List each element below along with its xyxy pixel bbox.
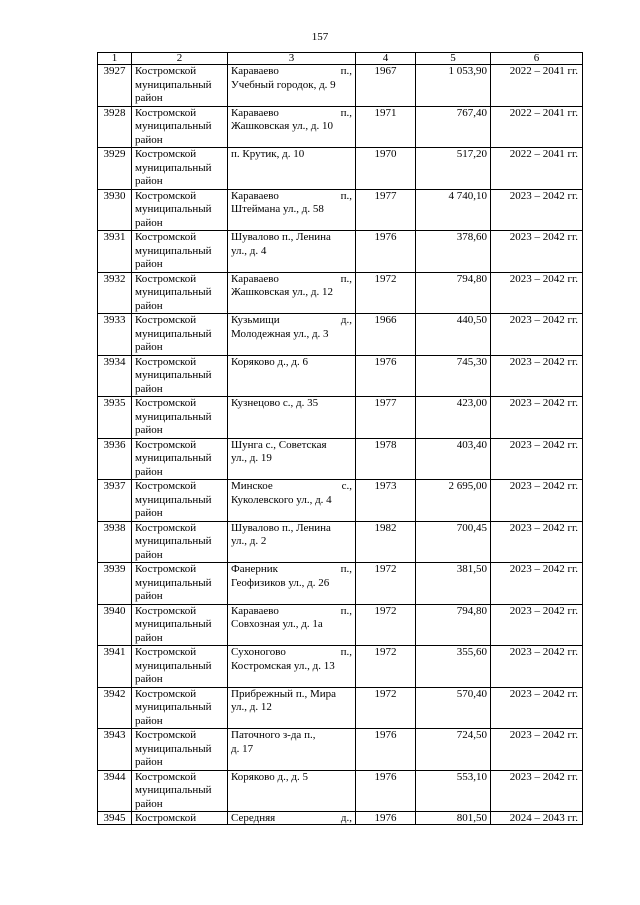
row-number: 3942 bbox=[98, 687, 132, 729]
year-cell: 1967 bbox=[356, 65, 416, 107]
address-line-2: Учебный городок, д. 9 bbox=[231, 78, 336, 91]
year-cell: 1972 bbox=[356, 272, 416, 314]
year-cell: 1977 bbox=[356, 397, 416, 439]
address-cell bbox=[228, 189, 356, 231]
address-line-1 bbox=[231, 356, 352, 370]
period-cell: 2023 – 2042 гг. bbox=[491, 231, 583, 273]
address-line-1 bbox=[231, 314, 352, 328]
table-row bbox=[98, 729, 583, 771]
period-cell: 2023 – 2042 гг. bbox=[491, 438, 583, 480]
address-part: Кузьмищи bbox=[231, 314, 280, 326]
address-line-2: ул., д. 12 bbox=[231, 701, 272, 713]
address-part: Прибрежный п., Мира bbox=[231, 687, 337, 700]
row-number: 3930 bbox=[98, 189, 132, 231]
period-cell: 2022 – 2041 гг. bbox=[491, 106, 583, 148]
table-row bbox=[98, 397, 583, 439]
address-line-1 bbox=[231, 605, 352, 619]
district-cell: Костромской муниципальный район bbox=[132, 189, 228, 231]
address-part: Караваево bbox=[231, 106, 279, 119]
year-cell: 1972 bbox=[356, 604, 416, 646]
table-row bbox=[98, 65, 583, 107]
row-number: 3927 bbox=[98, 65, 132, 107]
period-cell: 2023 – 2042 гг. bbox=[491, 687, 583, 729]
year-cell: 1976 bbox=[356, 812, 416, 825]
address-line-2: Жашковская ул., д. 12 bbox=[231, 286, 333, 298]
address-line-1 bbox=[231, 563, 352, 577]
period-cell: 2023 – 2042 гг. bbox=[491, 314, 583, 356]
address-line-2: Штеймана ул., д. 58 bbox=[231, 203, 324, 215]
column-number: 3 bbox=[228, 53, 356, 65]
address-line-1 bbox=[231, 231, 352, 245]
district-cell: Костромской муниципальный район bbox=[132, 148, 228, 190]
column-number: 4 bbox=[356, 53, 416, 65]
address-cell bbox=[228, 438, 356, 480]
address-line-2: Молодежная ул., д. 3 bbox=[231, 327, 329, 340]
year-cell: 1973 bbox=[356, 480, 416, 522]
table-row bbox=[98, 189, 583, 231]
address-cell bbox=[228, 812, 356, 825]
area-cell: 378,60 bbox=[416, 231, 491, 273]
period-cell: 2022 – 2041 гг. bbox=[491, 65, 583, 107]
address-line-1 bbox=[231, 771, 352, 785]
address-cell bbox=[228, 355, 356, 397]
district-cell: Костромской муниципальный район bbox=[132, 646, 228, 688]
year-cell: 1970 bbox=[356, 148, 416, 190]
row-number: 3940 bbox=[98, 604, 132, 646]
year-cell: 1972 bbox=[356, 646, 416, 688]
area-cell: 767,40 bbox=[416, 106, 491, 148]
table-row bbox=[98, 314, 583, 356]
district-cell: Костромской муниципальный район bbox=[132, 397, 228, 439]
period-cell: 2023 – 2042 гг. bbox=[491, 604, 583, 646]
year-cell: 1971 bbox=[356, 106, 416, 148]
table-row bbox=[98, 148, 583, 190]
year-cell: 1976 bbox=[356, 231, 416, 273]
district-cell: Костромской муниципальный район bbox=[132, 272, 228, 314]
address-line-1 bbox=[231, 190, 352, 204]
address-part: Кузнецово с., д. 35 bbox=[231, 397, 319, 409]
address-part: п., bbox=[340, 272, 352, 285]
address-part: Коряково д., д. 6 bbox=[231, 355, 308, 368]
column-number: 2 bbox=[132, 53, 228, 65]
area-cell: 403,40 bbox=[416, 438, 491, 480]
period-cell: 2023 – 2042 гг. bbox=[491, 563, 583, 605]
area-cell: 570,40 bbox=[416, 687, 491, 729]
column-number: 6 bbox=[491, 53, 583, 65]
address-part: п., bbox=[340, 604, 352, 617]
row-number: 3945 bbox=[98, 812, 132, 825]
address-part: Середняя bbox=[231, 812, 276, 824]
year-cell: 1976 bbox=[356, 729, 416, 771]
address-line-1 bbox=[231, 688, 352, 702]
district-cell: Костромской муниципальный район bbox=[132, 687, 228, 729]
district-cell: Костромской муниципальный район bbox=[132, 106, 228, 148]
table-row bbox=[98, 521, 583, 563]
address-part: п., bbox=[340, 106, 352, 119]
address-part: п., bbox=[340, 646, 352, 658]
year-cell: 1976 bbox=[356, 770, 416, 812]
address-line-2: ул., д. 4 bbox=[231, 244, 267, 257]
table-row bbox=[98, 272, 583, 314]
address-line-2: Куколевского ул., д. 4 bbox=[231, 493, 332, 506]
address-cell bbox=[228, 480, 356, 522]
address-part: Сухоногово bbox=[231, 646, 286, 658]
district-cell: Костромской bbox=[132, 812, 228, 825]
period-cell: 2023 – 2042 гг. bbox=[491, 272, 583, 314]
district-cell: Костромской муниципальный район bbox=[132, 231, 228, 273]
column-number: 5 bbox=[416, 53, 491, 65]
row-number: 3944 bbox=[98, 770, 132, 812]
period-cell: 2023 – 2042 гг. bbox=[491, 729, 583, 771]
address-cell bbox=[228, 604, 356, 646]
row-number: 3936 bbox=[98, 438, 132, 480]
area-cell: 724,50 bbox=[416, 729, 491, 771]
address-part: Паточного з-да п., bbox=[231, 729, 316, 741]
year-cell: 1977 bbox=[356, 189, 416, 231]
table-row bbox=[98, 770, 583, 812]
address-line-2: ул., д. 19 bbox=[231, 452, 272, 464]
address-cell bbox=[228, 148, 356, 190]
period-cell: 2023 – 2042 гг. bbox=[491, 521, 583, 563]
address-cell bbox=[228, 397, 356, 439]
address-cell bbox=[228, 106, 356, 148]
row-number: 3935 bbox=[98, 397, 132, 439]
row-number: 3943 bbox=[98, 729, 132, 771]
table-row bbox=[98, 687, 583, 729]
period-cell: 2023 – 2042 гг. bbox=[491, 397, 583, 439]
address-cell bbox=[228, 65, 356, 107]
row-number: 3941 bbox=[98, 646, 132, 688]
table-row bbox=[98, 563, 583, 605]
district-cell: Костромской муниципальный район bbox=[132, 729, 228, 771]
address-line-1 bbox=[231, 397, 352, 411]
address-part: Караваево bbox=[231, 272, 279, 285]
row-number: 3929 bbox=[98, 148, 132, 190]
address-line-1 bbox=[231, 65, 352, 79]
area-cell: 423,00 bbox=[416, 397, 491, 439]
address-line-2: Костромская ул., д. 13 bbox=[231, 659, 335, 672]
row-number: 3928 bbox=[98, 106, 132, 148]
address-part: п., bbox=[340, 189, 352, 202]
address-part: Шувалово п., Ленина bbox=[231, 521, 331, 534]
address-part: Караваево bbox=[231, 65, 279, 77]
address-line-1 bbox=[231, 107, 352, 121]
address-part: Шувалово п., Ленина bbox=[231, 231, 331, 243]
address-cell bbox=[228, 770, 356, 812]
area-cell: 700,45 bbox=[416, 521, 491, 563]
address-line-1 bbox=[231, 729, 352, 743]
period-cell: 2023 – 2042 гг. bbox=[491, 189, 583, 231]
address-cell bbox=[228, 729, 356, 771]
address-part: Караваево bbox=[231, 604, 279, 617]
address-part: п., bbox=[340, 563, 352, 575]
address-line-2: д. 17 bbox=[231, 742, 254, 755]
housing-register-table bbox=[97, 52, 583, 825]
address-line-1 bbox=[231, 480, 352, 494]
address-line-2: Совхозная ул., д. 1а bbox=[231, 618, 323, 630]
row-number: 3934 bbox=[98, 355, 132, 397]
address-line-1 bbox=[231, 522, 352, 536]
row-number: 3939 bbox=[98, 563, 132, 605]
column-number: 1 bbox=[98, 53, 132, 65]
area-cell: 553,10 bbox=[416, 770, 491, 812]
area-cell: 440,50 bbox=[416, 314, 491, 356]
area-cell: 794,80 bbox=[416, 604, 491, 646]
row-number: 3931 bbox=[98, 231, 132, 273]
year-cell: 1972 bbox=[356, 687, 416, 729]
period-cell: 2023 – 2042 гг. bbox=[491, 770, 583, 812]
address-line-1 bbox=[231, 812, 352, 824]
year-cell: 1976 bbox=[356, 355, 416, 397]
address-cell bbox=[228, 521, 356, 563]
address-line-1 bbox=[231, 273, 352, 287]
address-part: Коряково д., д. 5 bbox=[231, 770, 308, 783]
district-cell: Костромской муниципальный район bbox=[132, 314, 228, 356]
year-cell: 1982 bbox=[356, 521, 416, 563]
year-cell: 1972 bbox=[356, 563, 416, 605]
address-cell bbox=[228, 687, 356, 729]
address-cell bbox=[228, 314, 356, 356]
row-number: 3933 bbox=[98, 314, 132, 356]
period-cell: 2023 – 2042 гг. bbox=[491, 355, 583, 397]
area-cell: 2 695,00 bbox=[416, 480, 491, 522]
row-number: 3937 bbox=[98, 480, 132, 522]
district-cell: Костромской муниципальный район bbox=[132, 604, 228, 646]
address-cell bbox=[228, 272, 356, 314]
address-line-2: Геофизиков ул., д. 26 bbox=[231, 576, 330, 589]
district-cell: Костромской муниципальный район bbox=[132, 438, 228, 480]
address-part: Фанерник bbox=[231, 563, 278, 575]
row-number: 3938 bbox=[98, 521, 132, 563]
address-part: Шунга с., Советская bbox=[231, 438, 327, 451]
district-cell: Костромской муниципальный район bbox=[132, 563, 228, 605]
table-row bbox=[98, 480, 583, 522]
table-row bbox=[98, 812, 583, 825]
district-cell: Костромской муниципальный район bbox=[132, 521, 228, 563]
table-row bbox=[98, 604, 583, 646]
row-number: 3932 bbox=[98, 272, 132, 314]
period-cell: 2024 – 2043 гг. bbox=[491, 812, 583, 825]
table-row bbox=[98, 231, 583, 273]
area-cell: 517,20 bbox=[416, 148, 491, 190]
address-line-2: ул., д. 2 bbox=[231, 535, 267, 547]
address-line-2: Жашковская ул., д. 10 bbox=[231, 120, 333, 132]
period-cell: 2023 – 2042 гг. bbox=[491, 480, 583, 522]
area-cell: 801,50 bbox=[416, 812, 491, 825]
district-cell: Костромской муниципальный район bbox=[132, 770, 228, 812]
address-cell bbox=[228, 646, 356, 688]
period-cell: 2023 – 2042 гг. bbox=[491, 646, 583, 688]
district-cell: Костромской муниципальный район bbox=[132, 480, 228, 522]
address-part: Караваево bbox=[231, 189, 279, 202]
area-cell: 355,60 bbox=[416, 646, 491, 688]
table-row bbox=[98, 438, 583, 480]
table-row bbox=[98, 355, 583, 397]
district-cell: Костромской муниципальный район bbox=[132, 355, 228, 397]
table-row bbox=[98, 106, 583, 148]
address-line-1 bbox=[231, 148, 352, 162]
column-number-row bbox=[98, 53, 583, 65]
period-cell: 2022 – 2041 гг. bbox=[491, 148, 583, 190]
year-cell: 1978 bbox=[356, 438, 416, 480]
area-cell: 381,50 bbox=[416, 563, 491, 605]
address-line-1 bbox=[231, 439, 352, 453]
address-part: Минское bbox=[231, 480, 273, 492]
address-line-1 bbox=[231, 646, 352, 660]
page-number: 157 bbox=[311, 31, 329, 43]
address-part: с., bbox=[341, 480, 352, 492]
area-cell: 1 053,90 bbox=[416, 65, 491, 107]
address-part: д., bbox=[340, 812, 352, 824]
address-cell bbox=[228, 563, 356, 605]
address-part: п., bbox=[340, 65, 352, 77]
area-cell: 745,30 bbox=[416, 355, 491, 397]
address-part: д., bbox=[340, 314, 352, 326]
address-cell bbox=[228, 231, 356, 273]
area-cell: 4 740,10 bbox=[416, 189, 491, 231]
area-cell: 794,80 bbox=[416, 272, 491, 314]
district-cell: Костромской муниципальный район bbox=[132, 65, 228, 107]
year-cell: 1966 bbox=[356, 314, 416, 356]
address-part: п. Крутик, д. 10 bbox=[231, 148, 305, 160]
table-row bbox=[98, 646, 583, 688]
